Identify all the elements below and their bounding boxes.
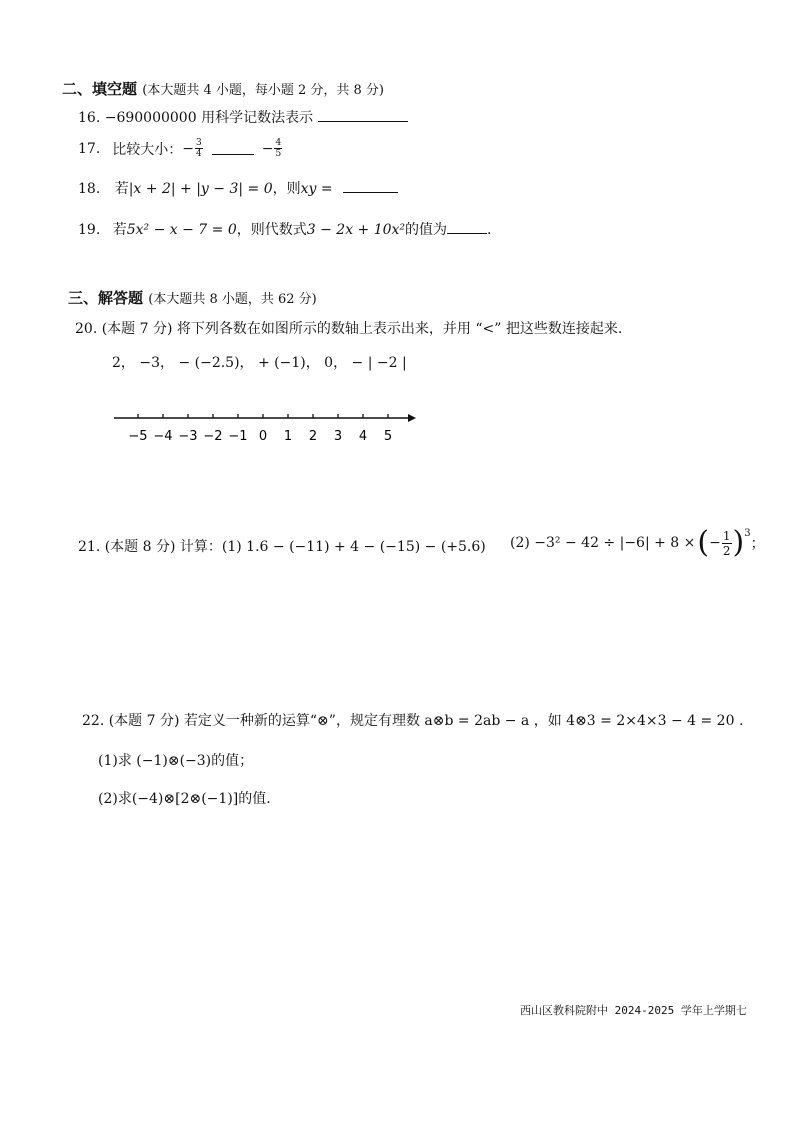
section-2-heading — [62, 78, 384, 99]
answer-blank[interactable] — [212, 154, 254, 155]
question-number: 16. — [78, 110, 101, 126]
question-mid: ，则 — [272, 181, 301, 197]
section-2-title: 二、填空题 — [62, 80, 138, 98]
question-21-part-2 — [510, 525, 765, 560]
question-end: . — [487, 222, 492, 238]
question-label: 比较大小： — [112, 141, 183, 158]
number-line-label: 3 — [333, 429, 343, 444]
question-22 — [82, 710, 743, 730]
number-line-label: 1 — [283, 429, 293, 444]
number-line-label: −4 — [153, 429, 173, 444]
question-18 — [78, 178, 398, 198]
right-paren: ) — [732, 525, 745, 560]
fraction-b — [274, 138, 282, 159]
question-17 — [78, 138, 283, 159]
left-paren: ( — [697, 525, 710, 560]
number-line-label: 4 — [358, 429, 368, 444]
fraction-denominator: 5 — [275, 149, 282, 159]
fraction-half — [722, 529, 732, 558]
fraction-sign: − — [261, 140, 274, 157]
page-footer: 西山区教科院附中 2024-2025 学年上学期七 — [520, 1004, 747, 1017]
part-2-end: ； — [750, 536, 765, 552]
question-text: (本题 8 分) 计算：(1) 1.6 − (−11) + 4 − (−15) − (+5.6) — [104, 539, 486, 555]
number-line-label: 5 — [383, 429, 393, 444]
fraction-denominator: 4 — [196, 149, 202, 159]
fraction-numerator: 4 — [275, 138, 282, 148]
fraction-numerator: 3 — [196, 138, 202, 148]
number-line-label: −1 — [228, 429, 248, 444]
math-ask: xy = — [300, 181, 333, 197]
question-text: (本题 7 分) 若定义一种新的运算“⊗”，规定有理数 a⊗b = 2ab − a ，如 4⊗3 = 2×4×3 − 4 = 20 . — [108, 713, 744, 729]
question-text: −690000000 用科学记数法表示 — [104, 110, 314, 126]
question-21 — [78, 536, 486, 556]
question-number: 20. — [75, 321, 98, 337]
question-22-part-1: (1)求 (−1)⊗(−3)的值； — [98, 753, 254, 769]
number-line-label: 0 — [258, 429, 268, 444]
number-line-label: −2 — [203, 429, 223, 444]
part-2-expression: (2) −3² − 42 ÷ |−6| + 8 × — [510, 535, 696, 551]
number-line — [110, 405, 420, 447]
question-pre: 若 — [112, 222, 127, 238]
number-line-arrow-icon — [408, 414, 416, 422]
question-20-numbers: 2， −3， − (−2.5)， + (−1)， 0， − | −2 | — [112, 355, 407, 371]
question-20 — [75, 318, 622, 338]
question-mid: ，则代数式 — [236, 222, 307, 238]
number-line-label: 2 — [308, 429, 318, 444]
math-expression: 5x² − x − 7 = 0 — [126, 222, 237, 238]
answer-blank[interactable] — [447, 233, 487, 234]
math-expression: |x + 2| + |y − 3| = 0 — [128, 181, 273, 197]
number-line-label: −3 — [178, 429, 198, 444]
math-expression-2: 3 − 2x + 10x² — [306, 222, 406, 238]
section-3-heading — [68, 287, 317, 308]
question-22-part-2: (2)求(−4)⊗[2⊗(−1)]的值. — [98, 791, 271, 807]
fraction-numerator: 1 — [722, 528, 731, 543]
question-pre: 若 — [114, 181, 129, 197]
question-number: 17. — [78, 140, 101, 157]
question-number: 19. — [78, 222, 101, 238]
question-number: 18. — [78, 181, 101, 197]
fraction-sign: − — [182, 140, 194, 157]
question-tail: 的值为 — [405, 222, 448, 238]
fraction-denominator: 2 — [722, 543, 731, 558]
section-3-note: (本大题共 8 小题，共 62 分) — [148, 292, 317, 307]
section-2-note: (本大题共 4 小题，每小题 2 分，共 8 分) — [142, 83, 385, 98]
question-text: (本题 7 分) 将下列各数在如图所示的数轴上表示出来，并用 “<” 把这些数连接起来. — [101, 321, 623, 337]
number-line-label: −5 — [128, 429, 148, 444]
answer-blank[interactable] — [318, 121, 408, 122]
answer-blank[interactable] — [343, 192, 398, 193]
fraction-a — [195, 138, 203, 159]
question-19 — [78, 219, 492, 239]
question-number: 22. — [82, 713, 105, 729]
question-number: 21. — [78, 539, 101, 555]
exponent: 3 — [744, 528, 751, 539]
question-16 — [78, 107, 408, 127]
section-3-title: 三、解答题 — [68, 289, 144, 307]
fraction-sign: − — [709, 535, 721, 551]
